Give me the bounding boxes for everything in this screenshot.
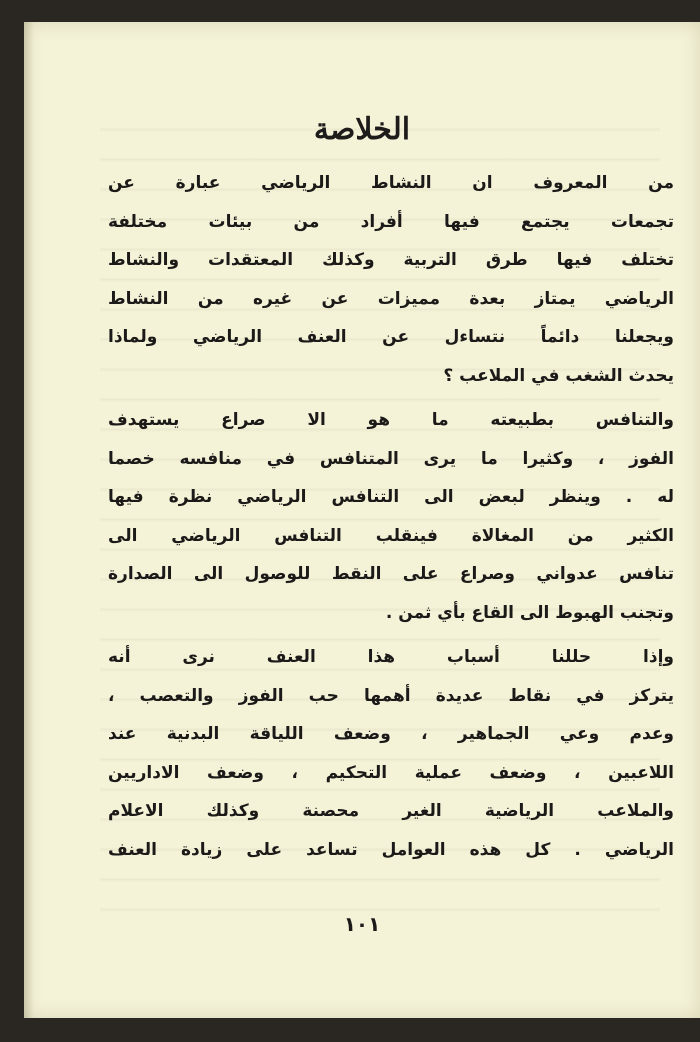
text-line: وإذا حللنا أسباب هذا العنف نرى أنه — [108, 647, 674, 667]
text-line: والملاعب الرياضية الغير محصنة وكذلك الاعلام — [108, 801, 674, 821]
section-title: الخلاصة — [313, 112, 411, 147]
text-line: والتنافس بطبيعته ما هو الا صراع يستهدف — [108, 410, 674, 430]
text-line: الفوز ، وكثيرا ما يرى المتنافس في منافسه خصما — [108, 448, 674, 469]
book-page — [24, 22, 700, 1018]
paragraph-2 — [108, 401, 674, 632]
text-line: يتركز في نقاط عديدة أهمها حب الفوز والتعصب ، — [108, 685, 674, 706]
text-line: يحدث الشغب في الملاعب ؟ — [443, 365, 674, 386]
paragraph-1 — [108, 164, 674, 395]
text-line: تختلف فيها طرق التربية وكذلك المعتقدات والنشاط — [108, 250, 674, 270]
text-line: ويجعلنا دائماً نتساءل عن العنف الرياضي ولماذا — [108, 327, 674, 347]
text-line: وتجنب الهبوط الى القاع بأي ثمن . — [385, 602, 674, 623]
page-number: ١٠١ — [343, 912, 381, 936]
text-line: تنافس عدواني وصراع على النقط للوصول الى الصدارة — [108, 564, 674, 584]
text-line: تجمعات يجتمع فيها أفراد من بيئات مختلفة — [108, 211, 674, 232]
text-line: اللاعبين ، وضعف عملية التحكيم ، وضعف الاداريين — [108, 762, 674, 783]
text-line: من المعروف ان النشاط الرياضي عبارة عن — [108, 173, 674, 193]
paragraph-3 — [108, 638, 674, 869]
text-line: وعدم وعي الجماهير ، وضعف اللياقة البدنية عند — [108, 724, 674, 744]
text-line: الرياضي . كل هذه العوامل تساعد على زيادة العنف — [108, 839, 674, 860]
text-line: له . وينظر لبعض الى التنافس الرياضي نظرة فيها — [108, 487, 674, 507]
text-line: الرياضي يمتاز بعدة مميزات عن غيره من النشاط — [108, 288, 674, 309]
text-line: الكثير من المغالاة فينقلب التنافس الرياضي الى — [108, 525, 674, 546]
